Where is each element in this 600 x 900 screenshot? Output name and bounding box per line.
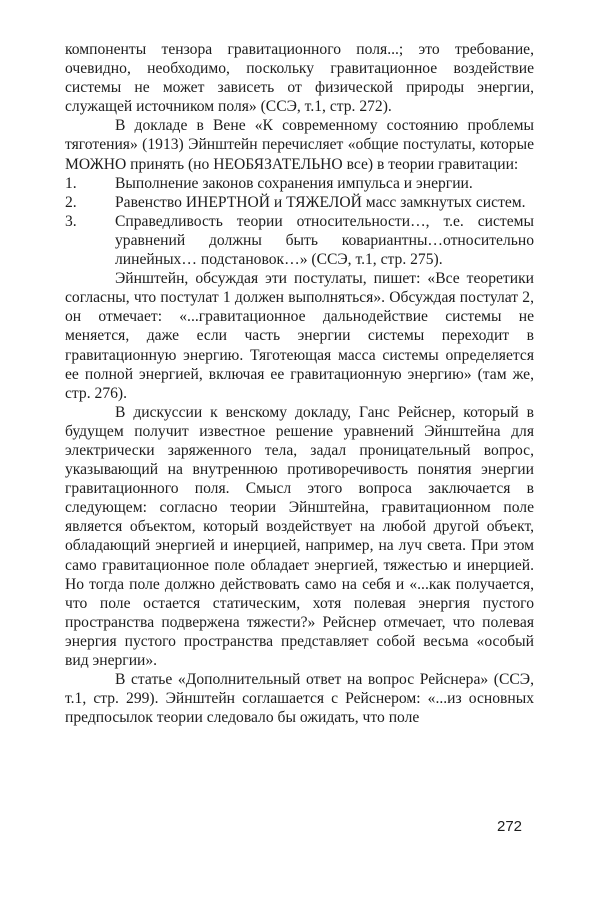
reissner-answer-paragraph: В статье «Дополнительный ответ на вопрос Рейснера» (ССЭ, т.1, стр. 299). Эйнштейн соглашается с Рейснером: «...из основных предпосылок теории следовало бы ожидать, что поле [65, 671, 534, 727]
postulates-discussion-paragraph: Эйнштейн, обсуждая эти постулаты, пишет: «Все теоретики согласны, что постулат 1 должен выполняться». Обсуждая постулат 2, он отмечает: «...гравитационное дальнодействие системы не меняется, даже если часть энергии системы переходит в гравитационную энергию. Тяготеющая масса системы определяется ее полной энергией, включая ее гравитационную энергию» (там же, стр. 276). [65, 270, 534, 402]
postulate-text: Выполнение законов сохранения импульса и энергии. [115, 174, 473, 192]
reissner-question-paragraph: В дискуссии к венскому докладу, Ганс Рейснер, который в будущем получит известное решение уравнений Эйнштейна для электрически заряженного тела, задал проницательный вопрос, указывающий на внутреннюю противоречивость понятия энергии гравитационного поля. Смысл этого вопроса заключается в следующем: согласно теории Эйнштейна, гравитационном поле является объектом, который воздействует на любой другой объект, обладающий энергией и инерцией, например, на луч света. При этом само гравитационное поле обладает энергией, тяжестью и инерцией. Но тогда поле должно действовать само на себя и «...как получается, что поле остается статическим, хотя полевая энергия пустого пространства подвержена тяжести?» Рейснер отмечает, что полевая энергия пустого пространства представляет собой весьма «особый вид энергии». [65, 403, 534, 669]
page-body [65, 40, 534, 727]
postulate-text: Справедливость теории относительности…, т.е. системы уравнений должны быть ковариантны…относительно линейных… подстановок…» (ССЭ, т.1, стр. 275). [115, 212, 534, 269]
intro-paragraph: компоненты тензора гравитационного поля...; это требование, очевидно, необходимо, поскольку гравитационное воздействие системы не может зависеть от физической природы энергии, служащей источником поля» (ССЭ, т.1, стр. 272). [65, 41, 534, 116]
postulate-text: Равенство ИНЕРТНОЙ и ТЯЖЕЛОЙ масс замкнутых систем. [115, 193, 526, 211]
postulate-item-1 [65, 174, 534, 193]
postulate-number: 3. [65, 212, 77, 230]
postulate-item-2 [65, 193, 534, 212]
postulate-item-3 [65, 212, 534, 269]
vienna-report-paragraph: В докладе в Вене «К современному состоянию проблемы тяготения» (1913) Эйнштейн перечисляет «общие постулаты, которые МОЖНО принять (но НЕОБЯЗАТЕЛЬНО все) в теории гравитации: [65, 117, 534, 173]
postulate-number: 1. [65, 174, 77, 192]
postulate-number: 2. [65, 193, 77, 211]
page-number: 272 [497, 818, 523, 835]
